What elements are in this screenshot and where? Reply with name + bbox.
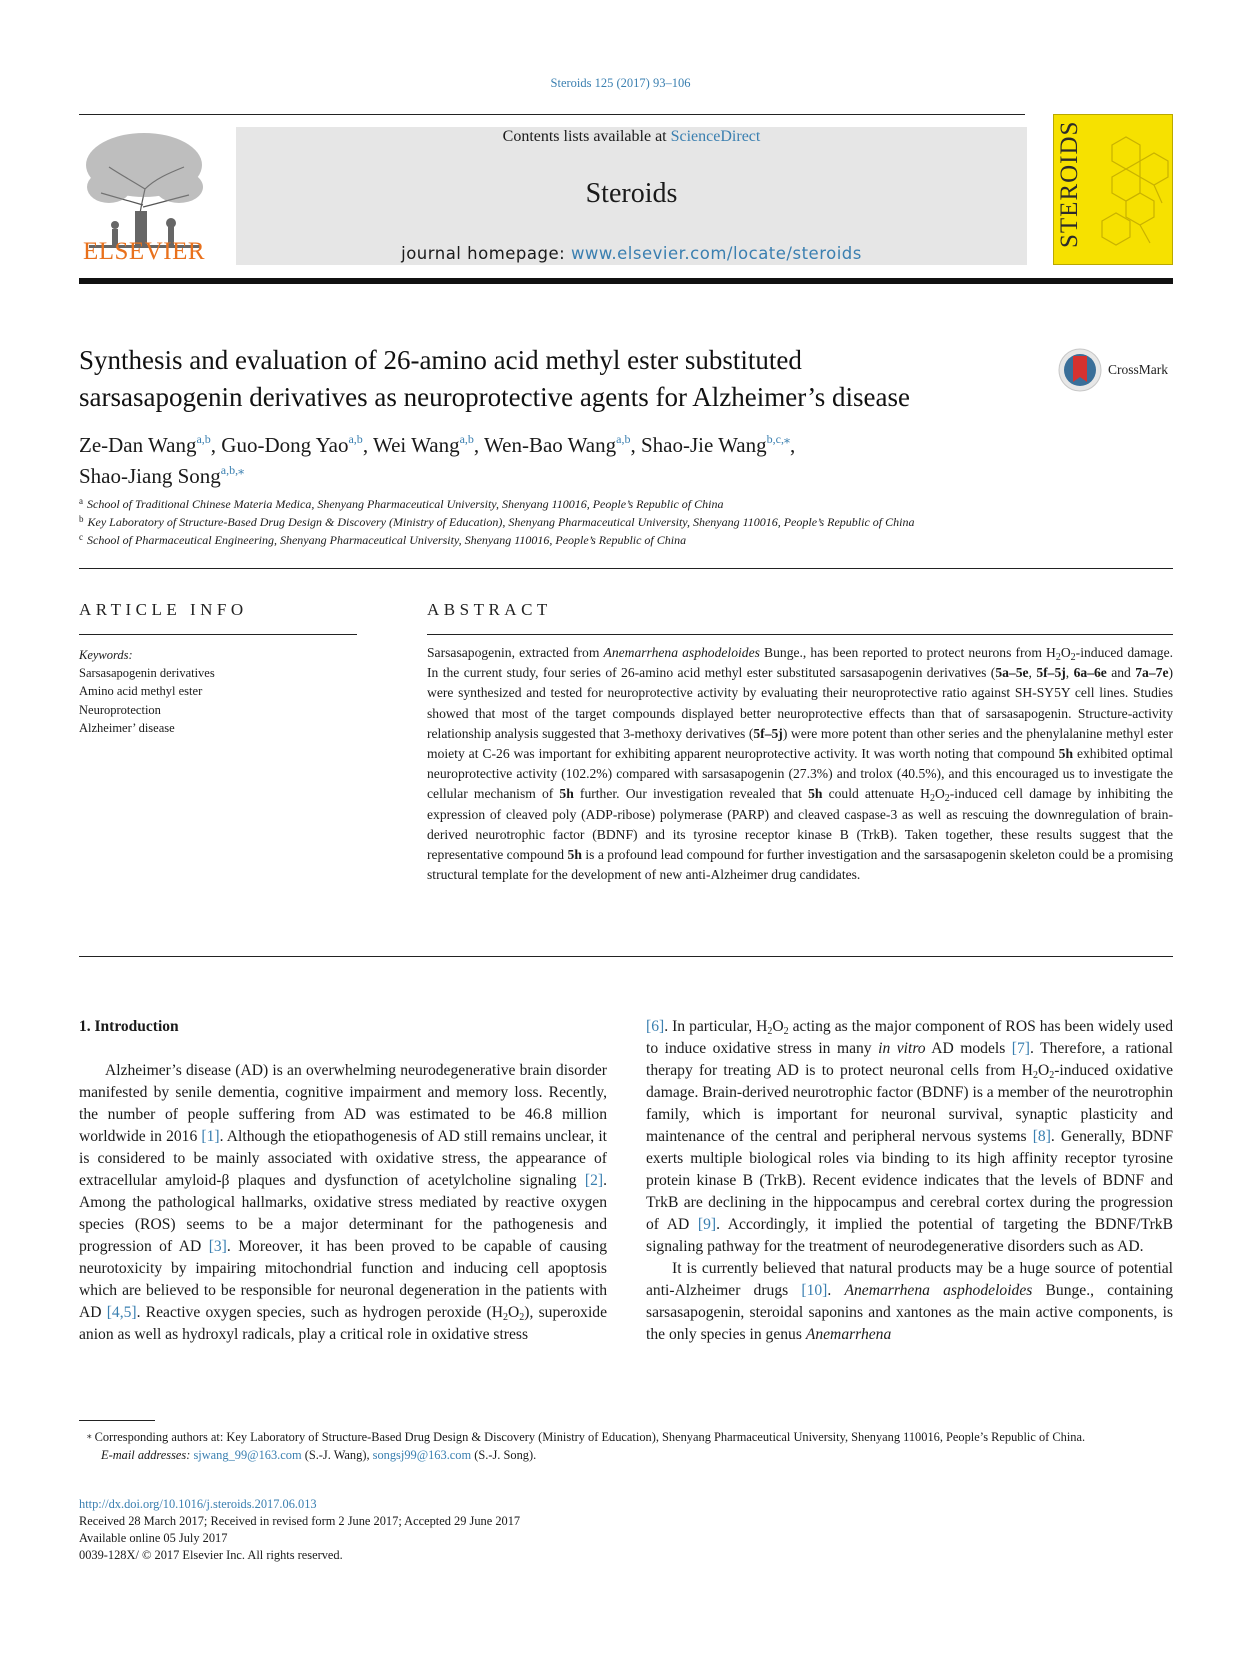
history-dates: Received 28 March 2017; Received in revised form 2 June 2017; Accepted 29 June 2017 [79,1514,521,1528]
author: Wen-Bao Wang$^{a,b}$, [484,432,641,457]
footnote-emails: E-mail addresses: sjwang_99@163.com (S.-J. Wang), songsj99@163.com (S.-J. Song). [101,1448,537,1462]
author-list [79,430,1079,492]
footnote-rule [79,1420,155,1421]
author-affiliation-marker[interactable]: b,c,⁎ [766,432,790,446]
journal-citation[interactable]: Steroids 125 (2017) 93–106 [550,76,691,90]
email-link[interactable]: sjwang_99@163.com [193,1448,302,1462]
homepage-prefix: journal homepage: [401,244,571,263]
crossmark-label: CrossMark [1108,362,1168,377]
affiliation-b: $^b$ Key Laboratory of Structure-Based Drug Design & Discovery (Ministry of Education), Shenyang Pharmaceutical University, Shenyang 110016, People’s Republic of China [79,514,915,529]
affiliation-c: $^c$ School of Pharmaceutical Engineering, Shenyang Pharmaceutical University, Shenyang 110016, People’s Republic of China [79,532,687,547]
author-affiliation-marker[interactable]: a,b,⁎ [220,463,245,477]
copyright-line: 0039-128X/ © 2017 Elsevier Inc. All rights reserved. [79,1548,343,1562]
keyword-item: Amino acid methyl ester [79,684,203,699]
citation-link[interactable]: [2] [584,1172,604,1189]
cover-title: STEROIDS [1056,121,1083,249]
citation-link[interactable]: [10] [801,1282,828,1299]
abstract-bottom-divider [79,956,1173,957]
abstract-heading: ABSTRACT [427,600,552,619]
cover-molecule-graphic [1092,125,1170,255]
author-affiliation-marker[interactable]: a,b [616,432,631,446]
citation-link[interactable]: [1] [201,1128,220,1145]
article-title [79,342,1019,416]
author-affiliation-marker[interactable]: a,b [348,432,363,446]
abstract-text: Sarsasapogenin, extracted from Anemarrhena asphodeloides Bunge., has been reported to protect neurons from $H_2O_2$-induced damage. In the current study, four series of 26-amino acid methyl ester substituted sarsasapogenin derivatives (5a–5e, 5f–5j, 6a–6e and 7a–7e) were synthesized and tested for neuroprotective activity by evaluating their neuroprotective ratio against SH-SY5Y cell lines. Studies showed that most of the target compounds displayed better neuroprotective effects than that of sarsasapogenin. Structure-activity relationship analysis suggested that 3-methoxy derivatives (5f–5j) were more potent than other series and the phenylalanine methyl ester moiety at C-26 was important for exhibiting apparent neuroprotective activity. It was worth noting that compound 5h exhibited optimal neuroprotective activity (102.2%) compared with sarsasapogenin (27.3%) and trolox (40.5%), and this encouraged us to investigate the cellular mechanism of 5h further. Our investigation revealed that 5h could attenuate $H_2O_2$-induced cell damage by inhibiting the expression of cleaved poly (ADP-ribose) polymerase (PARP) and cleaved caspase-3 as well as rescuing the downregulation of brain-derived neurotrophic factor (BDNF) and its tyrosine receptor kinase B (TrkB). Taken together, these results suggest that the representative compound 5h is a profound lead compound for further investigation and the sarsasapogenin skeleton could be a promising structural template for the development of new anti-Alzheimer drug candidates. [427,645,1174,883]
crossmark-badge[interactable] [1058,348,1178,392]
article-info-rule [79,634,357,635]
keyword-item: Neuroprotection [79,702,161,717]
citation-link[interactable]: [3] [208,1238,227,1255]
sciencedirect-link[interactable]: ScienceDirect [670,128,761,145]
author: Shao-Jie Wang$^{b,c,⁎}$, [640,432,796,457]
keyword-item: Sarsasapogenin derivatives [79,666,215,681]
citation-link[interactable]: [6] [646,1018,665,1035]
elsevier-wordmark: ELSEVIER [82,238,206,265]
article-info-heading: ARTICLE INFO [79,600,248,619]
contents-line [236,128,1027,146]
author-affiliation-marker[interactable]: a,b [459,432,474,446]
citation-link[interactable]: [8] [1032,1128,1051,1145]
introduction-heading: 1. Introduction [79,1018,179,1035]
title-line-1: Synthesis and evaluation of 26-amino acid methyl ester substituted [79,345,802,375]
abstract-rule [427,634,1173,635]
journal-name: Steroids [585,178,678,209]
journal-cover[interactable] [1053,114,1173,265]
footnote-text: ⁎ Corresponding authors at: Key Laboratory of Structure-Based Drug Design & Discovery (Ministry of Education), Shenyang Pharmaceutical University, Shenyang 110016, People’s Republic of China. [87,1430,1086,1444]
contents-prefix: Contents lists available at [502,128,671,145]
keywords-block [79,646,359,737]
publication-info [79,1496,779,1564]
journal-homepage-line [236,244,1027,263]
email-link[interactable]: songsj99@163.com [372,1448,472,1462]
intro-paragraph: Alzheimer’s disease (AD) is an overwhelming neurodegenerative brain disorder manifested by senile dementia, cognitive impairment and memory loss. Recently, the number of people suffering from AD was estimated to be 46.8 million worldwide in 2016 [1]. Although the etiopathogenesis of AD still remains unclear, it is considered to be mainly associated with oxidative stress, the appearance of extracellular amyloid-β plaques and dysfunction of acetylcholine signaling [2]. Among the pathological hallmarks, oxidative stress mediated by reactive oxygen species (ROS) seems to be a major determinant for the pathogenesis and progression of AD [3]. Moreover, it has been proved to be capable of causing neurotoxicity by impairing mitochondrial function and inducing cell apoptosis which are believed to be responsible for neuronal degeneration in the patients with AD [4,5]. Reactive oxygen species, such as hydrogen peroxide $(H_2O_2)$, superoxide anion as well as hydroxyl radicals, play a critical role in oxidative stress [79,1062,608,1343]
citation-link[interactable]: [4,5] [106,1304,137,1321]
homepage-link[interactable]: www.elsevier.com/locate/steroids [570,244,862,263]
intro-right-column [646,1016,1173,1346]
keyword-item: Alzheimer’ disease [79,720,175,735]
corresponding-author-footnote [79,1426,1173,1464]
doi-link[interactable]: http://dx.doi.org/10.1016/j.steroids.2017.06.013 [79,1497,317,1511]
crossmark-icon [1058,348,1102,392]
author-affiliation-marker[interactable]: a,b [196,432,211,446]
intro-paragraph: It is currently believed that natural products may be a huge source of potential anti-Alzheimer drugs [10]. Anemarrhena asphodeloides Bunge., containing sarsasapogenin, steroidal saponins and xantones as the main active components, is the only species in genus Anemarrhena [646,1260,1174,1343]
header-thick-rule [79,278,1173,284]
online-date: Available online 05 July 2017 [79,1531,228,1545]
affiliation-a: $^a$ School of Traditional Chinese Materia Medica, Shenyang Pharmaceutical University, Shenyang 110016, People’s Republic of China [79,496,724,511]
author: Guo-Dong Yao$^{a,b}$, [221,432,373,457]
citation-link[interactable]: [9] [697,1216,717,1233]
keywords-label: Keywords: [79,648,133,662]
affiliation-divider [79,568,1173,569]
title-line-2: sarsasapogenin derivatives as neuroprotective agents for Alzheimer’s disease [79,382,910,412]
intro-paragraph: [6]. In particular, $H_2O_2$ acting as the major component of ROS has been widely used to induce oxidative stress in many in vitro AD models [7]. Therefore, a rational therapy for treating AD is to protect neuronal cells from $H_2O_2$-induced oxidative damage. Brain-derived neurotrophic factor (BDNF) is a member of the neurotrophin family, which is important for neuronal survival, synaptic plasticity and maintenance of the central and peripheral nervous systems [8]. Generally, BDNF exerts multiple biological roles via binding to its high affinity receptor tyrosine protein kinase B (TrkB). Recent evidence indicates that the levels of BDNF and TrkB are declining in the hippocampus and cerebral cortex during the progression of AD [9]. Accordingly, it implied the potential of targeting the BDNF/TrkB signaling pathway for the treatment of neurodegenerative disorders such as AD. [646,1018,1174,1255]
header-top-rule [79,114,1025,115]
intro-left-column [79,1060,607,1346]
author: Shao-Jiang Song$^{a,b,⁎}$ [79,463,245,488]
author: Ze-Dan Wang$^{a,b}$, [79,432,222,457]
author: Wei Wang$^{a,b}$, [372,432,485,457]
citation-link[interactable]: [7] [1011,1040,1030,1057]
